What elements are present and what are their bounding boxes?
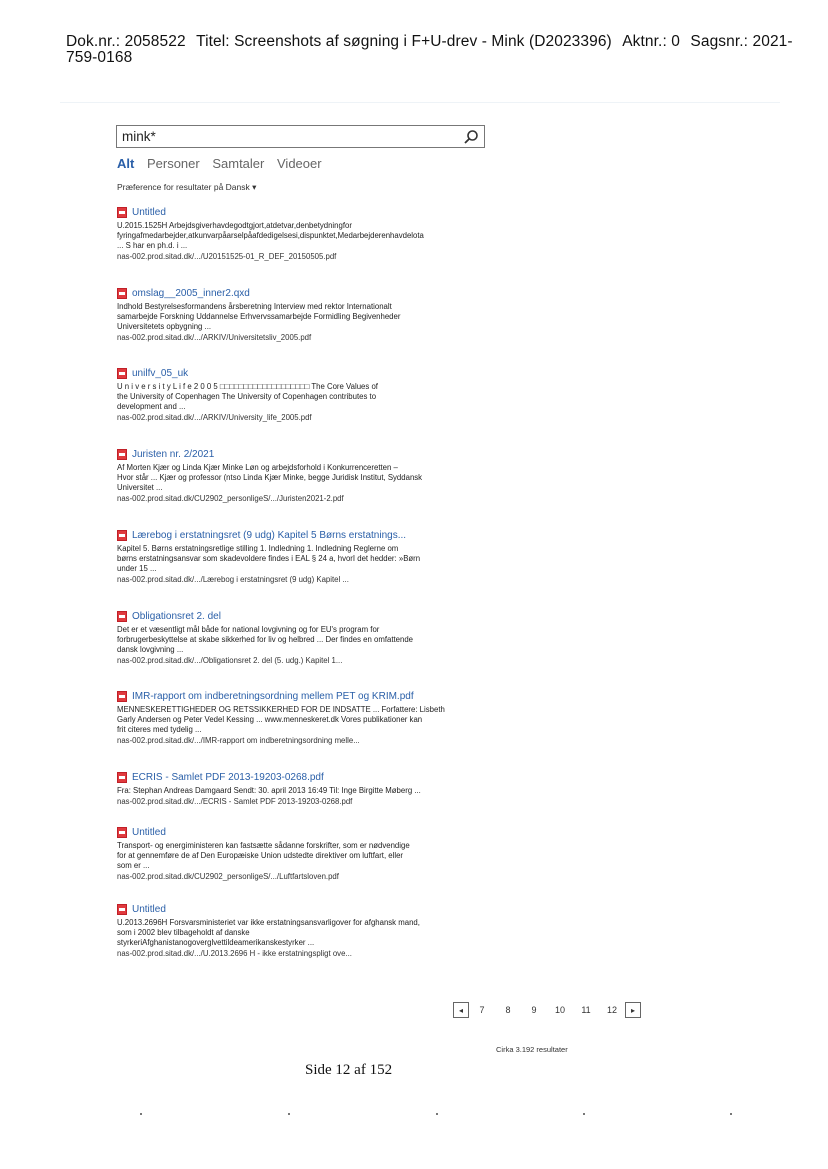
result-url: nas-002.prod.sitad.dk/CU2902_personligeS/.../Luftfartsloven.pdf bbox=[117, 872, 339, 881]
search-tabs bbox=[117, 156, 331, 171]
pdf-icon bbox=[117, 530, 127, 541]
result-title[interactable]: unilfv_05_uk bbox=[132, 368, 189, 379]
result-snippet: Indhold Bestyrelsesformandens årsberetning Interview med rektor Internationalt samarbejde Forskning Uddannelse Erhvervssamarbejde Formidling Begivenheder Universitetets opbygning ... bbox=[117, 302, 401, 331]
pdf-icon bbox=[117, 288, 127, 299]
scan-dot bbox=[288, 1113, 290, 1115]
result-title[interactable]: Lærebog i erstatningsret (9 udg) Kapitel 5 Børns erstatnings... bbox=[132, 530, 407, 541]
page-footer: Side 12 af 152 bbox=[305, 1062, 393, 1078]
pdf-icon bbox=[117, 827, 127, 838]
pdf-icon bbox=[117, 368, 127, 379]
tab-all[interactable]: Alt bbox=[117, 156, 135, 171]
result-item bbox=[117, 449, 517, 504]
divider bbox=[60, 102, 780, 103]
result-title[interactable]: Untitled bbox=[132, 827, 166, 838]
page-link[interactable]: 9 bbox=[531, 1005, 537, 1015]
scan-dot bbox=[436, 1113, 438, 1115]
result-title[interactable]: Juristen nr. 2/2021 bbox=[132, 449, 215, 460]
result-url: nas-002.prod.sitad.dk/.../Lærebog i erstatningsret (9 udg) Kapitel ... bbox=[117, 575, 349, 584]
page-link[interactable]: 7 bbox=[479, 1005, 485, 1015]
tab-conversations[interactable]: Samtaler bbox=[212, 156, 265, 171]
language-preference[interactable]: Præference for resultater på Dansk ▾ bbox=[117, 182, 257, 192]
doc-number: Dok.nr.: 2058522 bbox=[66, 33, 186, 50]
result-title[interactable]: omslag__2005_inner2.qxd bbox=[132, 288, 250, 299]
search-icon[interactable] bbox=[463, 129, 479, 145]
pdf-icon bbox=[117, 691, 127, 702]
tab-videos[interactable]: Videoer bbox=[277, 156, 322, 171]
result-snippet: Det er et væsentligt mål både for national lovgivning og for EU's program for forbrugerbeskyttelse at skabe sikkerhed for liv og helbred ... Der findes en omfattende dansk lovgivning ... bbox=[117, 625, 414, 654]
result-item bbox=[117, 288, 517, 343]
result-item bbox=[117, 691, 517, 746]
tab-people[interactable]: Personer bbox=[146, 156, 200, 171]
result-snippet: Kapitel 5. Børns erstatningsretlige stilling 1. Indledning 1. Indledning Reglerne om børns erstatningsansvar som skadevoldere findes i EAL § 24 a, hvorI det hedder: »Børn under 15 ... bbox=[117, 544, 421, 573]
result-count: Cirka 3.192 resultater bbox=[496, 1045, 568, 1054]
result-item bbox=[117, 904, 517, 959]
doc-title: Titel: Screenshots af søgning i F+U-drev - Mink (D2023396) bbox=[196, 33, 612, 50]
result-snippet: U.2013.2696H Forsvarsministeriet var ikke erstatningsansvarligover for afghansk mand, som i 2002 blev tilbageholdt af danske styrkeriAfghanistanogoverglvettildeamerikanskestyrker ... bbox=[117, 918, 420, 947]
result-item bbox=[117, 827, 517, 882]
result-snippet: MENNESKERETTIGHEDER OG RETSSIKKERHED FOR DE INDSATTE ... Forfattere: Lisbeth Garly Andersen og Peter Vedel Kessing ... www.menneskeret.dk Vores publikationer kan frit citeres med tydelig ... bbox=[117, 705, 445, 734]
result-item bbox=[117, 611, 517, 666]
result-snippet: U.2015.1525H Arbejdsgiverhavdegodtgjort,atdetvar,denbetydningfor fyringafmedarbejder,atkunvarpåarselpåafdedigelsesi,dispunktet,Medarbejderenhavdelota ... S har en ph.d. i ... bbox=[117, 221, 424, 250]
result-url: nas-002.prod.sitad.dk/CU2902_personligeS/.../Juristen2021-2.pdf bbox=[117, 494, 344, 503]
result-snippet: Fra: Stephan Andreas Damgaard Sendt: 30. april 2013 16:49 Til: Inge Birgitte Møberg ... bbox=[117, 786, 421, 795]
result-title[interactable]: IMR-rapport om indberetningsordning mellem PET og KRIM.pdf bbox=[132, 691, 414, 702]
pdf-icon bbox=[117, 772, 127, 783]
result-snippet: Transport- og energiministeren kan fastsætte sådanne forskrifter, som er nødvendige for at gennemføre de af Den Europæiske Union udstedte direktiver om luftfart, eller som er ... bbox=[117, 841, 410, 870]
search-value[interactable]: mink* bbox=[122, 129, 156, 144]
page-link[interactable]: 8 bbox=[505, 1005, 511, 1015]
pdf-icon bbox=[117, 904, 127, 915]
result-title[interactable]: Untitled bbox=[132, 904, 166, 915]
result-item bbox=[117, 207, 517, 262]
pdf-icon bbox=[117, 449, 127, 460]
result-url: nas-002.prod.sitad.dk/.../Obligationsret 2. del (5. udg.) Kapitel 1... bbox=[117, 656, 343, 665]
document-header bbox=[66, 34, 806, 66]
search-input[interactable] bbox=[116, 125, 485, 148]
scan-dot bbox=[583, 1113, 585, 1115]
page-link[interactable]: 12 bbox=[606, 1005, 617, 1015]
result-url: nas-002.prod.sitad.dk/.../IMR-rapport om indberetningsordning melle... bbox=[117, 736, 360, 745]
result-url: nas-002.prod.sitad.dk/.../ECRIS - Samlet PDF 2013-19203-0268.pdf bbox=[117, 797, 353, 806]
doc-sagsnr: Sagsnr.: 2021-759-0168 bbox=[66, 33, 793, 66]
result-url: nas-002.prod.sitad.dk/.../ARKIV/University_life_2005.pdf bbox=[117, 413, 312, 422]
next-page-button[interactable]: ▸ bbox=[625, 1002, 641, 1018]
page-link[interactable]: 11 bbox=[581, 1005, 591, 1015]
pdf-icon bbox=[117, 207, 127, 218]
result-title[interactable]: ECRIS - Samlet PDF 2013-19203-0268.pdf bbox=[132, 772, 324, 783]
doc-aktnr: Aktnr.: 0 bbox=[622, 33, 680, 50]
result-snippet: Af Morten Kjær og Linda Kjær Minke Løn og arbejdsforhold i Konkurrenceretten – Hvor står ... Kjær og professor (ntso Linda Kjær Minke, begge Juridisk Institut, Syddansk Universitet ... bbox=[117, 463, 423, 492]
scan-dot bbox=[730, 1113, 732, 1115]
result-item bbox=[117, 368, 517, 423]
scan-dot bbox=[140, 1113, 142, 1115]
previous-page-button[interactable]: ◂ bbox=[453, 1002, 469, 1018]
result-url: nas-002.prod.sitad.dk/.../U20151525-01_R_DEF_20150505.pdf bbox=[117, 252, 337, 261]
pdf-icon bbox=[117, 611, 127, 622]
result-url: nas-002.prod.sitad.dk/.../U.2013.2696 H - ikke erstatningspligt ove... bbox=[117, 949, 352, 958]
result-url: nas-002.prod.sitad.dk/.../ARKIV/Universitetsliv_2005.pdf bbox=[117, 333, 312, 342]
result-item bbox=[117, 772, 517, 807]
result-snippet: U n i v e r s i t y L i f e 2 0 0 5 □□□□□□□□□□□□□□□□□□□ The Core Values of the University of Copenhagen The University of Copenhagen contributes to development and ... bbox=[117, 382, 378, 411]
pagination bbox=[453, 1002, 641, 1018]
result-title[interactable]: Obligationsret 2. del bbox=[132, 611, 221, 622]
result-title[interactable]: Untitled bbox=[132, 207, 166, 218]
result-item bbox=[117, 530, 517, 585]
page-link[interactable]: 10 bbox=[554, 1005, 565, 1015]
